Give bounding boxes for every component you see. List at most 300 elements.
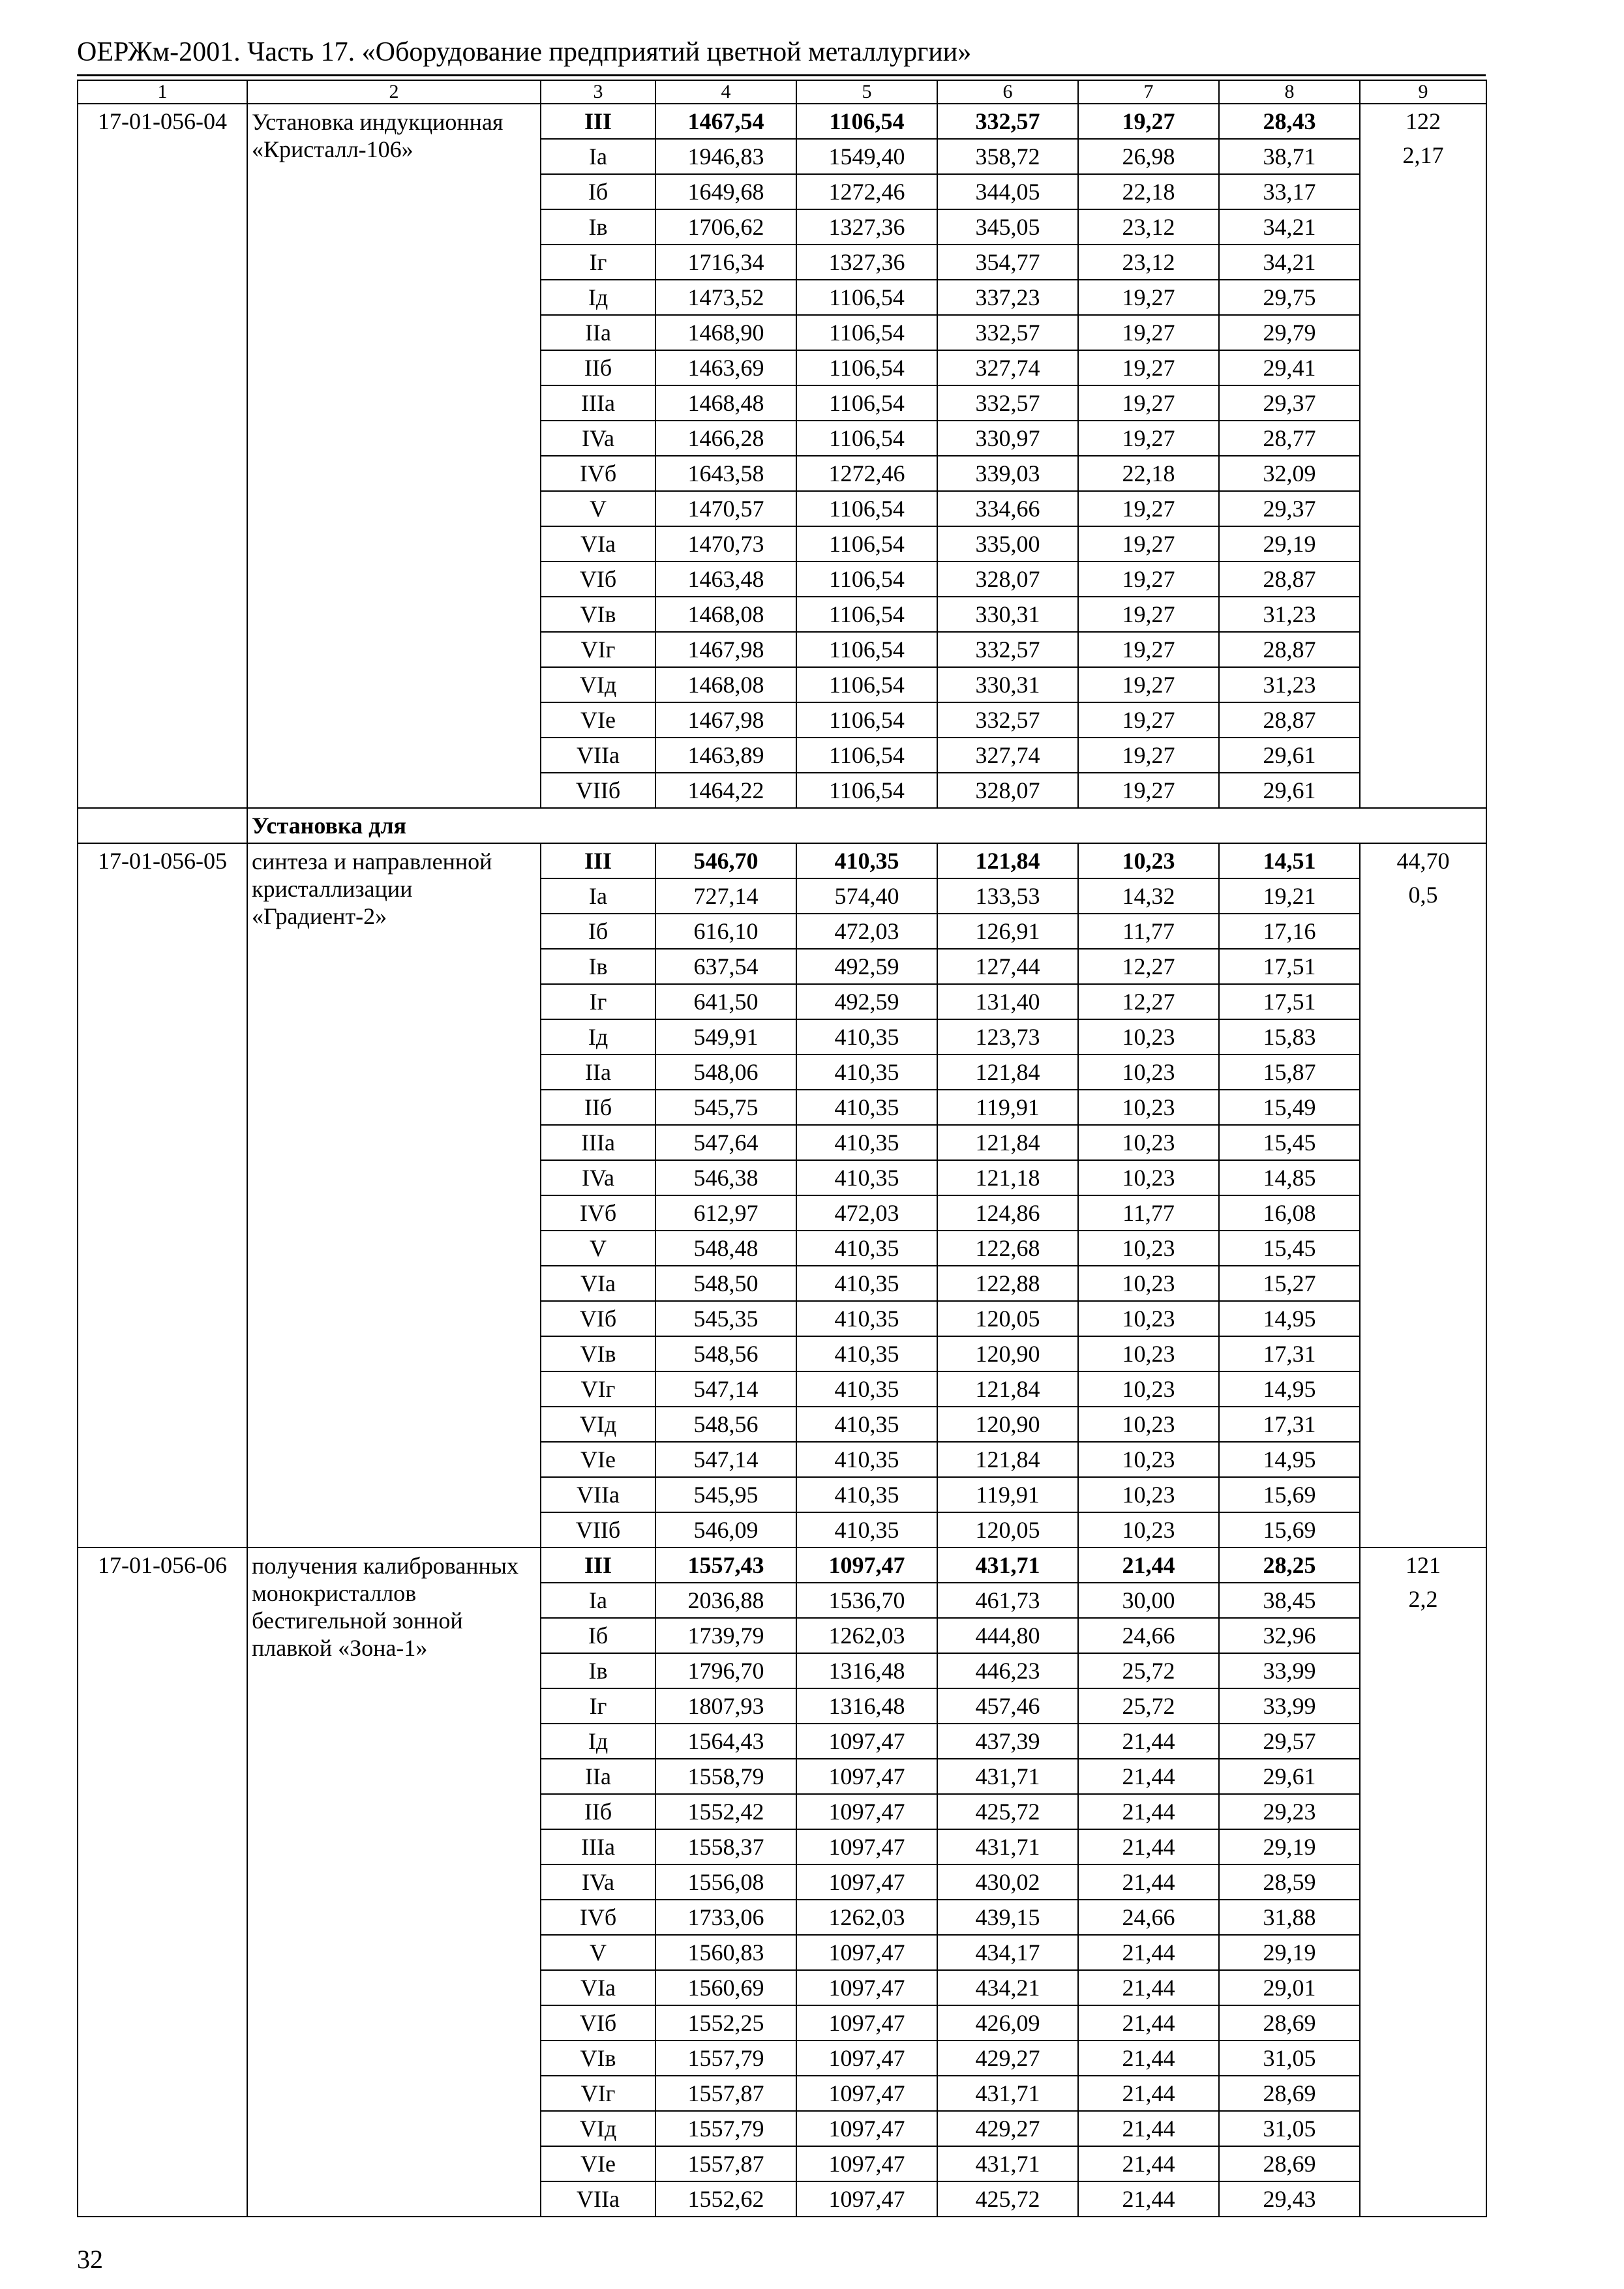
machine-cost: 339,03: [937, 456, 1078, 491]
materials-cost: 29,19: [1219, 1829, 1360, 1864]
row-category: VIе: [541, 1442, 655, 1477]
total-cost: 1464,22: [655, 773, 796, 808]
materials-cost: 14,85: [1219, 1160, 1360, 1195]
machinist-wage: 19,27: [1078, 667, 1219, 702]
row-category: Iг: [541, 245, 655, 280]
materials-cost: 15,69: [1219, 1512, 1360, 1548]
row-category: IVб: [541, 1900, 655, 1935]
machine-cost: 457,46: [937, 1688, 1078, 1724]
item-name-line: бестигельной зонной: [252, 1608, 463, 1634]
machinist-wage: 19,27: [1078, 491, 1219, 526]
materials-cost: 28,59: [1219, 1864, 1360, 1900]
machinist-wage: 10,23: [1078, 1125, 1219, 1160]
machine-cost: 431,71: [937, 1759, 1078, 1794]
labor-cost: 1097,47: [796, 2146, 937, 2181]
total-cost: 616,10: [655, 914, 796, 949]
labor-cost: 1316,48: [796, 1688, 937, 1724]
machine-cost: 123,73: [937, 1019, 1078, 1055]
labor-cost: 492,59: [796, 984, 937, 1019]
total-cost: 1468,08: [655, 597, 796, 632]
item-extra-value: 2,17: [1402, 142, 1444, 168]
machine-cost: 120,90: [937, 1336, 1078, 1371]
labor-cost: 410,35: [796, 843, 937, 878]
machine-cost: 119,91: [937, 1477, 1078, 1512]
row-category: Iб: [541, 914, 655, 949]
row-category: Iв: [541, 1653, 655, 1688]
labor-cost: 410,35: [796, 1477, 937, 1512]
price-table: [77, 80, 1487, 2217]
row-category: VIб: [541, 2005, 655, 2041]
materials-cost: 28,69: [1219, 2005, 1360, 2041]
machinist-wage: 19,27: [1078, 280, 1219, 315]
labor-cost: 1327,36: [796, 245, 937, 280]
total-cost: 1739,79: [655, 1618, 796, 1653]
materials-cost: 29,61: [1219, 1759, 1360, 1794]
total-cost: 548,56: [655, 1407, 796, 1442]
machine-cost: 120,05: [937, 1512, 1078, 1548]
total-cost: 1468,48: [655, 385, 796, 421]
machine-cost: 120,90: [937, 1407, 1078, 1442]
materials-cost: 29,37: [1219, 385, 1360, 421]
total-cost: 545,75: [655, 1090, 796, 1125]
materials-cost: 28,87: [1219, 561, 1360, 597]
machinist-wage: 19,27: [1078, 632, 1219, 667]
total-cost: 1557,87: [655, 2146, 796, 2181]
labor-cost: 1272,46: [796, 174, 937, 209]
labor-cost: 1549,40: [796, 139, 937, 174]
total-cost: 546,38: [655, 1160, 796, 1195]
row-category: Iд: [541, 280, 655, 315]
machinist-wage: 19,27: [1078, 597, 1219, 632]
machinist-wage: 21,44: [1078, 2111, 1219, 2146]
machinist-wage: 21,44: [1078, 1548, 1219, 1583]
labor-cost: 1106,54: [796, 738, 937, 773]
labor-cost: 1106,54: [796, 385, 937, 421]
labor-cost: 1106,54: [796, 632, 937, 667]
item-extra-value: 122: [1406, 108, 1441, 134]
total-cost: 1558,79: [655, 1759, 796, 1794]
machine-cost: 121,84: [937, 1055, 1078, 1090]
total-cost: 1467,98: [655, 632, 796, 667]
total-cost: 549,91: [655, 1019, 796, 1055]
page-header: ОЕРЖм-2001. Часть 17. «Оборудование предприятий цветной металлургии»: [77, 37, 972, 67]
row-category: Iг: [541, 1688, 655, 1724]
machine-cost: 330,31: [937, 667, 1078, 702]
item-name-line: «Кристалл-106»: [252, 136, 414, 162]
machinist-wage: 10,23: [1078, 843, 1219, 878]
item-name-line: «Градиент-2»: [252, 903, 387, 929]
row-category: III: [541, 843, 655, 878]
row-category: VIIa: [541, 738, 655, 773]
labor-cost: 1106,54: [796, 491, 937, 526]
machinist-wage: 11,77: [1078, 914, 1219, 949]
machinist-wage: 10,23: [1078, 1442, 1219, 1477]
labor-cost: 1097,47: [796, 2111, 937, 2146]
labor-cost: 1097,47: [796, 2005, 937, 2041]
machine-cost: 344,05: [937, 174, 1078, 209]
labor-cost: 410,35: [796, 1301, 937, 1336]
labor-cost: 1327,36: [796, 209, 937, 245]
item-name-line: монокристаллов: [252, 1580, 417, 1606]
item-extra: [1360, 104, 1486, 808]
row-category: IVб: [541, 1195, 655, 1231]
total-cost: 1558,37: [655, 1829, 796, 1864]
labor-cost: 1097,47: [796, 1829, 937, 1864]
total-cost: 1946,83: [655, 139, 796, 174]
labor-cost: 410,35: [796, 1442, 937, 1477]
labor-cost: 1106,54: [796, 702, 937, 738]
row-category: V: [541, 491, 655, 526]
total-cost: 1564,43: [655, 1724, 796, 1759]
row-category: IIб: [541, 1794, 655, 1829]
machine-cost: 431,71: [937, 1829, 1078, 1864]
row-category: Iв: [541, 949, 655, 984]
item-name-line: Установка индукционная: [252, 109, 504, 135]
item-extra: [1360, 843, 1486, 1548]
total-cost: 1556,08: [655, 1864, 796, 1900]
machinist-wage: 21,44: [1078, 1759, 1219, 1794]
machine-cost: 121,18: [937, 1160, 1078, 1195]
materials-cost: 34,21: [1219, 245, 1360, 280]
labor-cost: 1272,46: [796, 456, 937, 491]
labor-cost: 1097,47: [796, 2181, 937, 2217]
machine-cost: 332,57: [937, 104, 1078, 139]
machine-cost: 434,17: [937, 1935, 1078, 1970]
row-category: Iд: [541, 1724, 655, 1759]
item-code: 17-01-056-05: [78, 843, 247, 1548]
machinist-wage: 10,23: [1078, 1371, 1219, 1407]
row-category: IIa: [541, 315, 655, 350]
materials-cost: 17,31: [1219, 1336, 1360, 1371]
machinist-wage: 21,44: [1078, 1724, 1219, 1759]
total-cost: 545,35: [655, 1301, 796, 1336]
labor-cost: 1316,48: [796, 1653, 937, 1688]
labor-cost: 1097,47: [796, 1864, 937, 1900]
row-category: VIг: [541, 632, 655, 667]
machinist-wage: 24,66: [1078, 1900, 1219, 1935]
total-cost: 548,50: [655, 1266, 796, 1301]
item-name-line: плавкой «Зона-1»: [252, 1635, 428, 1661]
item-extra-value: 44,70: [1396, 848, 1450, 874]
machine-cost: 431,71: [937, 2146, 1078, 2181]
labor-cost: 1536,70: [796, 1583, 937, 1618]
row-category: V: [541, 1935, 655, 1970]
row-category: VIIa: [541, 1477, 655, 1512]
machinist-wage: 21,44: [1078, 2005, 1219, 2041]
labor-cost: 410,35: [796, 1019, 937, 1055]
item-name: [247, 843, 541, 1548]
row-category: Iв: [541, 209, 655, 245]
machinist-wage: 25,72: [1078, 1688, 1219, 1724]
row-category: VIIб: [541, 1512, 655, 1548]
labor-cost: 1106,54: [796, 104, 937, 139]
materials-cost: 38,45: [1219, 1583, 1360, 1618]
machine-cost: 121,84: [937, 1442, 1078, 1477]
machinist-wage: 19,27: [1078, 561, 1219, 597]
labor-cost: 410,35: [796, 1125, 937, 1160]
row-category: VIa: [541, 1970, 655, 2005]
total-cost: 1468,90: [655, 315, 796, 350]
column-number: 9: [1360, 80, 1486, 104]
row-category: Iб: [541, 1618, 655, 1653]
total-cost: 546,09: [655, 1512, 796, 1548]
machinist-wage: 12,27: [1078, 984, 1219, 1019]
machinist-wage: 10,23: [1078, 1266, 1219, 1301]
labor-cost: 410,35: [796, 1090, 937, 1125]
total-cost: 548,56: [655, 1336, 796, 1371]
labor-cost: 1097,47: [796, 1935, 937, 1970]
machinist-wage: 21,44: [1078, 2076, 1219, 2111]
total-cost: 548,06: [655, 1055, 796, 1090]
machinist-wage: 10,23: [1078, 1090, 1219, 1125]
materials-cost: 15,49: [1219, 1090, 1360, 1125]
materials-cost: 15,83: [1219, 1019, 1360, 1055]
materials-cost: 31,88: [1219, 1900, 1360, 1935]
row-category: VIе: [541, 2146, 655, 2181]
machinist-wage: 21,44: [1078, 2181, 1219, 2217]
machine-cost: 122,68: [937, 1231, 1078, 1266]
machinist-wage: 30,00: [1078, 1583, 1219, 1618]
total-cost: 637,54: [655, 949, 796, 984]
column-number: 6: [937, 80, 1078, 104]
machine-cost: 327,74: [937, 350, 1078, 385]
machine-cost: 461,73: [937, 1583, 1078, 1618]
row-category: VIд: [541, 2111, 655, 2146]
materials-cost: 17,31: [1219, 1407, 1360, 1442]
machinist-wage: 10,23: [1078, 1231, 1219, 1266]
machinist-wage: 23,12: [1078, 245, 1219, 280]
item-extra: [1360, 1548, 1486, 2217]
total-cost: 1716,34: [655, 245, 796, 280]
row-category: VIг: [541, 1371, 655, 1407]
row-category: VIв: [541, 1336, 655, 1371]
row-category: VIв: [541, 597, 655, 632]
item-code: 17-01-056-06: [78, 1548, 247, 2217]
total-cost: 1467,98: [655, 702, 796, 738]
row-category: IIa: [541, 1055, 655, 1090]
labor-cost: 410,35: [796, 1512, 937, 1548]
machinist-wage: 21,44: [1078, 1794, 1219, 1829]
column-number: 3: [541, 80, 655, 104]
total-cost: 545,95: [655, 1477, 796, 1512]
total-cost: 547,14: [655, 1371, 796, 1407]
machinist-wage: 12,27: [1078, 949, 1219, 984]
row-category: Iг: [541, 984, 655, 1019]
column-number: 8: [1219, 80, 1360, 104]
total-cost: 1643,58: [655, 456, 796, 491]
machinist-wage: 10,23: [1078, 1477, 1219, 1512]
row-category: Ia: [541, 878, 655, 914]
labor-cost: 410,35: [796, 1336, 937, 1371]
machine-cost: 332,57: [937, 315, 1078, 350]
row-category: Iд: [541, 1019, 655, 1055]
page-number: 32: [77, 2245, 103, 2274]
materials-cost: 17,16: [1219, 914, 1360, 949]
machine-cost: 122,88: [937, 1266, 1078, 1301]
summary-row: [78, 104, 1486, 139]
materials-cost: 28,87: [1219, 702, 1360, 738]
machine-cost: 332,57: [937, 702, 1078, 738]
machinist-wage: 14,32: [1078, 878, 1219, 914]
materials-cost: 32,96: [1219, 1618, 1360, 1653]
materials-cost: 28,87: [1219, 632, 1360, 667]
labor-cost: 1106,54: [796, 350, 937, 385]
machine-cost: 127,44: [937, 949, 1078, 984]
machine-cost: 434,21: [937, 1970, 1078, 2005]
row-category: IIIa: [541, 1125, 655, 1160]
machinist-wage: 22,18: [1078, 456, 1219, 491]
row-category: IIб: [541, 350, 655, 385]
machine-cost: 444,80: [937, 1618, 1078, 1653]
machinist-wage: 21,44: [1078, 1970, 1219, 2005]
machine-cost: 431,71: [937, 1548, 1078, 1583]
machine-cost: 337,23: [937, 280, 1078, 315]
labor-cost: 410,35: [796, 1371, 937, 1407]
materials-cost: 28,25: [1219, 1548, 1360, 1583]
materials-cost: 33,99: [1219, 1688, 1360, 1724]
labor-cost: 1097,47: [796, 1724, 937, 1759]
machinist-wage: 10,23: [1078, 1336, 1219, 1371]
machinist-wage: 21,44: [1078, 2146, 1219, 2181]
machinist-wage: 10,23: [1078, 1019, 1219, 1055]
labor-cost: 410,35: [796, 1160, 937, 1195]
total-cost: 641,50: [655, 984, 796, 1019]
total-cost: 1649,68: [655, 174, 796, 209]
total-cost: 1552,42: [655, 1794, 796, 1829]
summary-row: [78, 843, 1486, 878]
row-category: III: [541, 1548, 655, 1583]
column-number: 2: [247, 80, 541, 104]
item-name-line: синтеза и направленной: [252, 848, 492, 875]
machine-cost: 358,72: [937, 139, 1078, 174]
machine-cost: 133,53: [937, 878, 1078, 914]
materials-cost: 31,23: [1219, 667, 1360, 702]
group-caption: Установка для: [247, 808, 1486, 843]
total-cost: 1463,89: [655, 738, 796, 773]
row-category: VIIa: [541, 2181, 655, 2217]
row-category: III: [541, 104, 655, 139]
materials-cost: 34,21: [1219, 209, 1360, 245]
machinist-wage: 25,72: [1078, 1653, 1219, 1688]
total-cost: 1470,57: [655, 491, 796, 526]
labor-cost: 410,35: [796, 1231, 937, 1266]
column-number: 5: [796, 80, 937, 104]
row-category: IIIa: [541, 385, 655, 421]
labor-cost: 1262,03: [796, 1618, 937, 1653]
materials-cost: 29,43: [1219, 2181, 1360, 2217]
labor-cost: 1106,54: [796, 315, 937, 350]
machine-cost: 328,07: [937, 773, 1078, 808]
row-category: IVa: [541, 1160, 655, 1195]
materials-cost: 14,95: [1219, 1371, 1360, 1407]
machine-cost: 425,72: [937, 2181, 1078, 2217]
row-category: Ia: [541, 139, 655, 174]
machinist-wage: 11,77: [1078, 1195, 1219, 1231]
materials-cost: 14,95: [1219, 1301, 1360, 1336]
machine-cost: 121,84: [937, 1125, 1078, 1160]
machine-cost: 124,86: [937, 1195, 1078, 1231]
materials-cost: 17,51: [1219, 984, 1360, 1019]
row-category: VIв: [541, 2041, 655, 2076]
total-cost: 1557,43: [655, 1548, 796, 1583]
total-cost: 727,14: [655, 878, 796, 914]
machinist-wage: 19,27: [1078, 385, 1219, 421]
machine-cost: 439,15: [937, 1900, 1078, 1935]
machinist-wage: 19,27: [1078, 702, 1219, 738]
machinist-wage: 10,23: [1078, 1160, 1219, 1195]
materials-cost: 32,09: [1219, 456, 1360, 491]
total-cost: 1557,79: [655, 2041, 796, 2076]
labor-cost: 1106,54: [796, 667, 937, 702]
total-cost: 2036,88: [655, 1583, 796, 1618]
row-category: VIб: [541, 1301, 655, 1336]
total-cost: 548,48: [655, 1231, 796, 1266]
machine-cost: 429,27: [937, 2111, 1078, 2146]
column-number: 7: [1078, 80, 1219, 104]
machinist-wage: 24,66: [1078, 1618, 1219, 1653]
machinist-wage: 21,44: [1078, 1829, 1219, 1864]
machinist-wage: 10,23: [1078, 1301, 1219, 1336]
materials-cost: 29,19: [1219, 526, 1360, 561]
item-extra-value: 121: [1406, 1552, 1441, 1578]
labor-cost: 1097,47: [796, 1759, 937, 1794]
row-category: IIб: [541, 1090, 655, 1125]
materials-cost: 28,43: [1219, 104, 1360, 139]
materials-cost: 29,75: [1219, 280, 1360, 315]
machine-cost: 354,77: [937, 245, 1078, 280]
total-cost: 1557,79: [655, 2111, 796, 2146]
labor-cost: 1097,47: [796, 1970, 937, 2005]
machine-cost: 330,31: [937, 597, 1078, 632]
materials-cost: 29,79: [1219, 315, 1360, 350]
total-cost: 1807,93: [655, 1688, 796, 1724]
machine-cost: 119,91: [937, 1090, 1078, 1125]
machine-cost: 121,84: [937, 1371, 1078, 1407]
total-cost: 1552,62: [655, 2181, 796, 2217]
row-category: IVa: [541, 421, 655, 456]
materials-cost: 17,51: [1219, 949, 1360, 984]
labor-cost: 1106,54: [796, 526, 937, 561]
row-category: IVб: [541, 456, 655, 491]
materials-cost: 15,45: [1219, 1125, 1360, 1160]
labor-cost: 1097,47: [796, 1548, 937, 1583]
machinist-wage: 19,27: [1078, 738, 1219, 773]
total-cost: 1706,62: [655, 209, 796, 245]
total-cost: 1470,73: [655, 526, 796, 561]
item-name: [247, 1548, 541, 2217]
total-cost: 546,70: [655, 843, 796, 878]
machine-cost: 446,23: [937, 1653, 1078, 1688]
labor-cost: 1106,54: [796, 280, 937, 315]
materials-cost: 15,87: [1219, 1055, 1360, 1090]
machinist-wage: 10,23: [1078, 1407, 1219, 1442]
row-category: VIг: [541, 2076, 655, 2111]
materials-cost: 28,69: [1219, 2076, 1360, 2111]
total-cost: 1466,28: [655, 421, 796, 456]
machinist-wage: 19,27: [1078, 526, 1219, 561]
materials-cost: 14,51: [1219, 843, 1360, 878]
row-category: V: [541, 1231, 655, 1266]
machine-cost: 131,40: [937, 984, 1078, 1019]
labor-cost: 1106,54: [796, 597, 937, 632]
total-cost: 1463,48: [655, 561, 796, 597]
materials-cost: 31,23: [1219, 597, 1360, 632]
labor-cost: 410,35: [796, 1266, 937, 1301]
materials-cost: 31,05: [1219, 2111, 1360, 2146]
machinist-wage: 19,27: [1078, 104, 1219, 139]
machinist-wage: 19,27: [1078, 315, 1219, 350]
machinist-wage: 23,12: [1078, 209, 1219, 245]
